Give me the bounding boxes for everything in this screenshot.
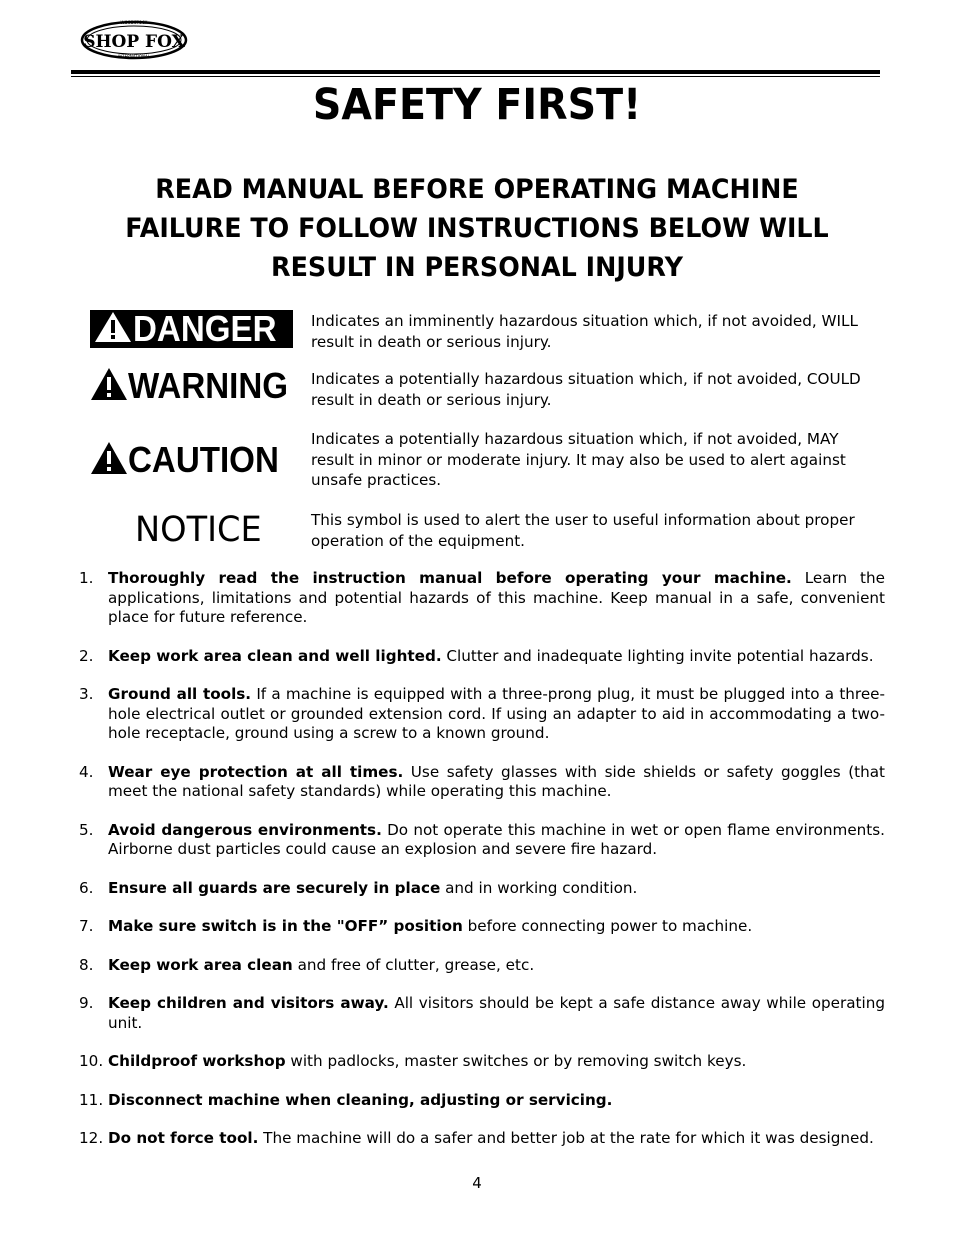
item-number: 3. — [79, 685, 94, 703]
item-number: 8. — [79, 955, 94, 974]
warning-description-line-2: result in death or serious injury. — [311, 390, 552, 409]
notice-description-line-1: This symbol is used to alert the user to useful information about proper — [311, 511, 855, 529]
item-number: 6. — [79, 878, 94, 897]
item-heading: Avoid dangerous environments. — [108, 820, 382, 839]
item-heading: Do not force tool. — [108, 1129, 259, 1147]
item-heading: Keep work area clean and well lighted. — [108, 646, 442, 665]
logo-top-text: WOODSTOCK — [120, 20, 148, 25]
caution-signal — [90, 438, 292, 482]
list-item — [79, 569, 885, 628]
item-text: If a machine is equipped with a three-prong plug, it must be plugged into a three-hole electrical outlet or grounded extension cord. If using an adapter to aid in accommodating a two-hole receptacle, ground using a screw to a known ground. — [108, 685, 886, 742]
warning-description-line-1: Indicates a potentially hazardous situation which, if not avoided, COULD — [311, 370, 861, 388]
item-text: and free of clutter, grease, etc. — [292, 955, 535, 974]
item-heading: Disconnect machine when cleaning, adjusting or servicing. — [108, 1090, 613, 1109]
item-text: All visitors should be kept a safe distance away while operating unit. — [108, 994, 885, 1032]
safety-rules-list — [79, 569, 885, 1149]
list-item — [79, 1052, 885, 1072]
item-heading: Ground all tools. — [108, 685, 252, 703]
logo-text: SHOP FOX — [83, 32, 185, 52]
list-item — [79, 879, 885, 899]
item-number: 4. — [79, 762, 94, 781]
subheading-line-2: FAILURE TO FOLLOW INSTRUCTIONS BELOW WILL — [125, 213, 829, 244]
subheading-line-1: READ MANUAL BEFORE OPERATING MACHINE — [155, 174, 799, 205]
list-item — [79, 994, 885, 1033]
page-number: 4 — [472, 1174, 482, 1192]
shop-fox-logo — [80, 18, 190, 66]
item-heading: Thoroughly read the instruction manual before operating your machine. — [108, 569, 792, 587]
list-item — [79, 1129, 885, 1149]
item-heading: Ensure all guards are securely in place — [108, 878, 441, 897]
item-text: and in working condition. — [440, 878, 638, 897]
danger-signal — [90, 310, 293, 348]
item-text: The machine will do a safer and better job at the rate for which it was designed. — [258, 1129, 874, 1147]
item-number: 10. — [79, 1052, 104, 1070]
caution-description-line-1: Indicates a potentially hazardous situation which, if not avoided, MAY — [311, 430, 839, 448]
item-number: 1. — [79, 569, 94, 587]
warning-triangle-icon — [90, 441, 128, 479]
danger-label: DANGER — [133, 308, 277, 349]
item-number: 7. — [79, 917, 94, 935]
caution-description-line-3: unsafe practices. — [311, 471, 442, 489]
item-number: 12. — [79, 1129, 104, 1147]
item-heading: Make sure switch is in the "OFF” position — [108, 917, 463, 935]
logo-bottom-text: INTERNATIONAL — [117, 54, 151, 59]
danger-description-line-2: result in death or serious injury. — [311, 332, 552, 351]
warning-triangle-icon — [93, 310, 133, 348]
item-text: with padlocks, master switches or by removing switch keys. — [285, 1052, 747, 1070]
item-heading: Childproof workshop — [108, 1052, 286, 1070]
warning-signal — [90, 364, 302, 408]
danger-description — [311, 311, 891, 352]
list-item — [79, 763, 885, 802]
item-text: Use safety glasses with side shields or safety goggles (that meet the national safety standards) while operating this machine. — [108, 762, 885, 800]
item-text: Clutter and inadequate lighting invite potential hazards. — [441, 646, 874, 665]
list-item — [79, 956, 885, 976]
item-text: Learn the applications, limitations and potential hazards of this machine. Keep manual in a safe, convenient place for future reference. — [108, 569, 885, 626]
list-item — [79, 917, 885, 937]
item-number: 9. — [79, 994, 94, 1012]
list-item — [79, 821, 885, 860]
warning-description — [311, 369, 891, 410]
item-number: 2. — [79, 646, 94, 665]
notice-description-line-2: operation of the equipment. — [311, 531, 525, 550]
list-item — [79, 1091, 885, 1111]
item-text: before connecting power to machine. — [462, 917, 753, 935]
warning-label: WARNING — [128, 365, 289, 406]
caution-description-line-2: result in minor or moderate injury. It may also be used to alert against — [311, 450, 846, 469]
list-item — [79, 685, 885, 744]
notice-description — [311, 510, 891, 551]
item-heading: Keep children and visitors away. — [108, 994, 389, 1012]
header-rule-thin — [71, 76, 880, 77]
list-item — [79, 647, 885, 667]
item-number: 5. — [79, 820, 94, 839]
caution-label: CAUTION — [128, 439, 279, 480]
item-heading: Wear eye protection at all times. — [108, 762, 404, 781]
item-heading: Keep work area clean — [108, 955, 293, 974]
subheading-line-3: RESULT IN PERSONAL INJURY — [271, 252, 683, 283]
page-title: SAFETY FIRST! — [312, 80, 642, 130]
item-number: 11. — [79, 1090, 104, 1109]
caution-description — [311, 429, 891, 491]
danger-description-line-1: Indicates an imminently hazardous situation which, if not avoided, WILL — [311, 312, 858, 330]
notice-label: NOTICE — [135, 510, 262, 550]
warning-triangle-icon — [90, 367, 128, 405]
header-rule — [71, 70, 880, 74]
item-text: Do not operate this machine in wet or open flame environments. Airborne dust particles could cause an explosion and severe fire hazard. — [108, 820, 885, 858]
